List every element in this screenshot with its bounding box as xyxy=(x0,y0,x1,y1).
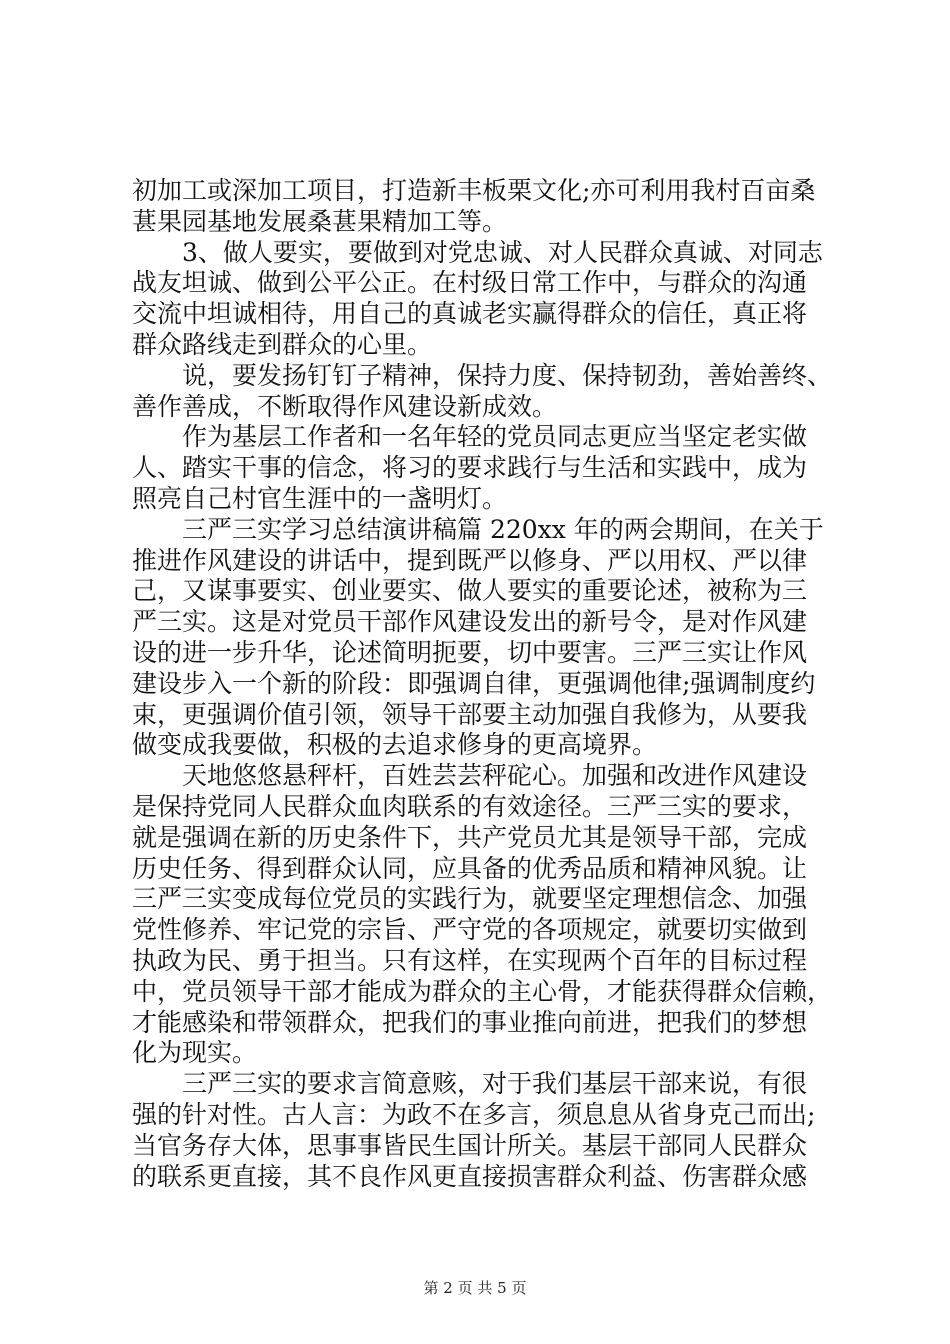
text-line: 推进作风建设的讲话中，提到既严以修身、严以用权、严以律 xyxy=(132,545,808,575)
text-line: 才能感染和带领群众，把我们的事业推向前进，把我们的梦想 xyxy=(132,1007,808,1037)
text-line: 3、做人要实，要做到对党忠诚、对人民群众真诚、对同志 xyxy=(132,237,823,267)
text-line: 三严三实的要求言简意赅，对于我们基层干部来说，有很 xyxy=(132,1069,808,1099)
text-line: 三严三实变成每位党员的实践行为，就要坚定理想信念、加强 xyxy=(132,884,808,914)
text-line: 照亮自己村官生涯中的一盏明灯。 xyxy=(132,483,508,513)
text-line: 做变成我要做，积极的去追求修身的更高境界。 xyxy=(132,730,658,760)
page-footer: 第 2 页 共 5 页 xyxy=(423,1279,527,1297)
text-line: 说，要发扬钉钉子精神，保持力度、保持韧劲，善始善终、 xyxy=(132,360,833,390)
text-line: 葚果园基地发展桑葚果精加工等。 xyxy=(132,206,508,236)
text-line: 初加工或深加工项目，打造新丰板栗文化;亦可利用我村百亩桑 xyxy=(132,176,816,205)
text-line: 设的进一步升华，论述简明扼要，切中要害。三严三实让作风 xyxy=(132,637,808,667)
text-line: 严三实。这是对党员干部作风建设发出的新号令，是对作风建 xyxy=(132,607,808,637)
text-line: 的联系更直接，其不良作风更直接损害群众利益、伤害群众感 xyxy=(132,1161,808,1191)
text-line: 中，党员领导干部才能成为群众的主心骨，才能获得群众信赖， xyxy=(132,976,833,1006)
text-line: 善作善成，不断取得作风建设新成效。 xyxy=(132,391,558,421)
text-line: 当官务存大体，思事事皆民生国计所关。基层干部同人民群众 xyxy=(132,1130,808,1160)
text-line: 化为现实。 xyxy=(132,1038,258,1068)
text-line: 党性修养、牢记党的宗旨、严守党的各项规定，就要切实做到 xyxy=(132,915,808,945)
text-line: 群众路线走到群众的心里。 xyxy=(132,329,433,359)
text-line: 作为基层工作者和一名年轻的党员同志更应当坚定老实做 xyxy=(132,422,808,452)
text-line: 执政为民、勇于担当。只有这样，在实现两个百年的目标过程 xyxy=(132,945,808,975)
text-line: 是保持党同人民群众血肉联系的有效途径。三严三实的要求， xyxy=(132,791,808,821)
text-line: 战友坦诚、做到公平公正。在村级日常工作中，与群众的沟通 xyxy=(132,268,808,298)
text-line: 束，更强调价值引领，领导干部要主动加强自我修为，从要我 xyxy=(132,699,808,729)
text-line: 就是强调在新的历史条件下，共产党员尤其是领导干部，完成 xyxy=(132,822,808,852)
text-line: 人、踏实干事的信念，将习的要求践行与生活和实践中，成为 xyxy=(132,453,808,483)
text-line: 建设步入一个新的阶段：即强调自律，更强调他律;强调制度约 xyxy=(132,668,816,698)
text-line: 交流中坦诚相待，用自己的真诚老实赢得群众的信任，真正将 xyxy=(132,299,808,329)
text-line: 历史任务、得到群众认同，应具备的优秀品质和精神风貌。让 xyxy=(132,853,808,883)
text-line: 强的针对性。古人言：为政不在多言，须息息从省身克己而出; xyxy=(132,1099,816,1129)
text-line: 三严三实学习总结演讲稿篇 220xx 年的两会期间，在关于 xyxy=(132,514,824,544)
text-line: 己，又谋事要实、创业要实、做人要实的重要论述，被称为三 xyxy=(132,576,808,606)
body-text xyxy=(132,176,832,1192)
text-line: 天地悠悠悬秤杆，百姓芸芸秤砣心。加强和改进作风建设 xyxy=(132,761,808,791)
